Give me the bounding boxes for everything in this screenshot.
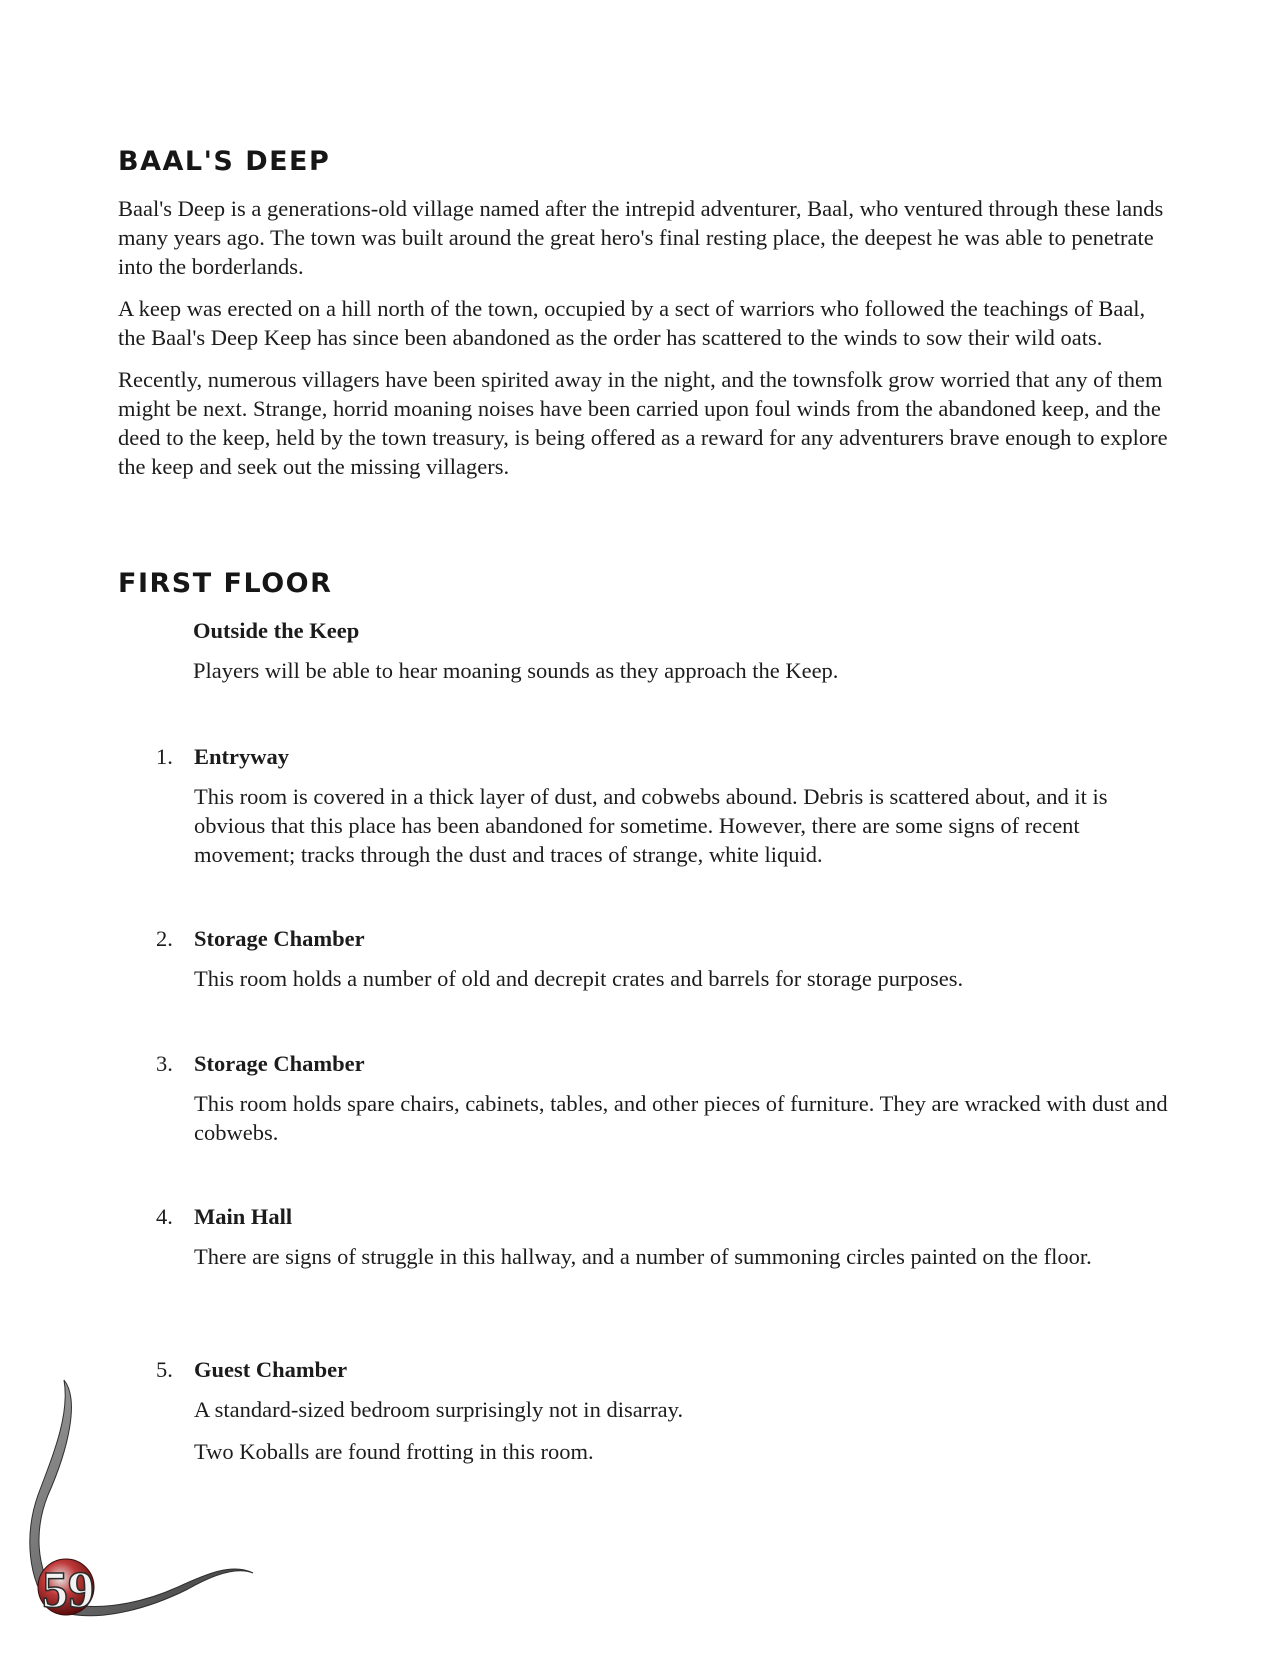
room-title: Storage Chamber bbox=[194, 1051, 365, 1076]
room-description: A standard-sized bedroom surprisingly not in disarray. bbox=[194, 1397, 684, 1422]
room-number: 4. bbox=[156, 1204, 173, 1229]
page-number: 59 bbox=[42, 1562, 94, 1619]
intro-paragraph: Baal's Deep is a generations-old village named after the intrepid adventurer, Baal, who ventured through these lands many years ago. The town was built around the great hero's final resting place, the deepest he was able to penetrate into the borderlands. bbox=[118, 196, 1164, 279]
room-number: 3. bbox=[156, 1051, 173, 1076]
room-title: Guest Chamber bbox=[194, 1357, 348, 1382]
room-number: 1. bbox=[156, 744, 173, 769]
room-entry bbox=[156, 924, 1168, 993]
room-description: There are signs of struggle in this hallway, and a number of summoning circles painted on the floor. bbox=[194, 1244, 1092, 1269]
room-description: This room holds spare chairs, cabinets, tables, and other pieces of furniture. They are wracked with dust and cobwebs. bbox=[194, 1091, 1168, 1145]
outside-keep-title: Outside the Keep bbox=[193, 618, 360, 643]
room-title: Storage Chamber bbox=[194, 926, 365, 951]
room-description: This room holds a number of old and decrepit crates and barrels for storage purposes. bbox=[194, 966, 964, 991]
outside-keep-block bbox=[193, 616, 1168, 685]
room-number: 2. bbox=[156, 926, 173, 951]
outside-keep-text: Players will be able to hear moaning sounds as they approach the Keep. bbox=[193, 658, 839, 683]
section-heading-baals-deep: BAAL'S DEEP bbox=[118, 146, 331, 177]
room-entry bbox=[156, 1049, 1168, 1147]
room-title: Main Hall bbox=[194, 1204, 293, 1229]
room-title: Entryway bbox=[194, 744, 289, 769]
room-description: Two Koballs are found frotting in this room. bbox=[194, 1439, 594, 1464]
intro-paragraph: A keep was erected on a hill north of the town, occupied by a sect of warriors who followed the teachings of Baal, the Baal's Deep Keep has since been abandoned as the order has scattered to the winds to sow their wild oats. bbox=[118, 296, 1146, 350]
room-entry bbox=[156, 742, 1168, 869]
room-entry bbox=[156, 1355, 1168, 1466]
intro-text bbox=[118, 194, 1168, 494]
room-entry bbox=[156, 1202, 1168, 1271]
section-heading-first-floor: FIRST FLOOR bbox=[118, 568, 333, 599]
page-number-ornament bbox=[28, 1375, 278, 1635]
room-number: 5. bbox=[156, 1357, 173, 1382]
room-description: This room is covered in a thick layer of dust, and cobwebs abound. Debris is scattered about, and it is obvious that this place has been abandoned for sometime. However, there are some signs of recent movement; tracks through the dust and traces of strange, white liquid. bbox=[194, 784, 1108, 867]
intro-paragraph: Recently, numerous villagers have been spirited away in the night, and the townsfolk grow worried that any of them might be next. Strange, horrid moaning noises have been carried upon foul winds from the abandoned keep, and the deed to the keep, held by the town treasury, is being offered as a reward for any adventurers brave enough to explore the keep and seek out the missing villagers. bbox=[118, 367, 1168, 479]
